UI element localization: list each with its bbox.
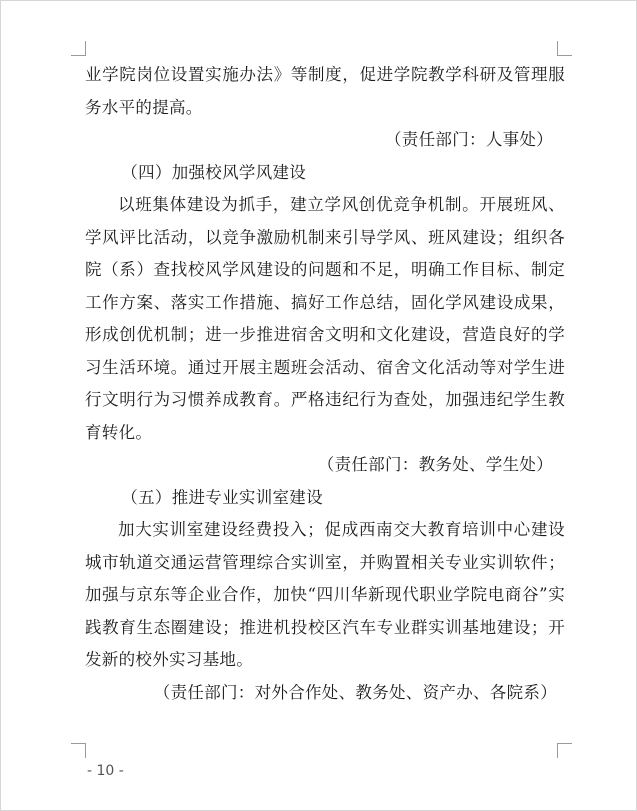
crop-mark-bottom-left (71, 743, 86, 758)
responsibility-hr: （责任部门：人事处） (385, 130, 553, 149)
crop-mark-top-right (557, 41, 572, 56)
section-heading-5: （五）推进专业实训室建设 (121, 487, 323, 507)
section-body-4: 以班集体建设为抓手，建立学风创优竞争机制。开展班风、学风评比活动，以竞争激励机制来引导学风、班风建设；组织各院（系）查找校风学风建设的问题和不足，明确工作目标、制定工作方案、落实工作措施、搞好工作总结，固化学风建设成果，形成创优机制；进一步推进宿舍文明和文化建设，营造良好的学习生活环境。通过开展主题班会活动、宿舍文化活动等对学生进行文明行为习惯养成教育。严格违纪行为查处，加强违纪学生教育转化。 (85, 195, 565, 442)
crop-mark-top-left (71, 41, 86, 56)
document-body (85, 59, 565, 709)
responsibility-section-5: （责任部门：对外合作处、教务处、资产办、各院系） (153, 682, 557, 702)
section-body-5: 加大实训室建设经费投入；促成西南交大教育培训中心建设城市轨道交通运营管理综合实训室，并购置相关专业实训软件；加强与京东等企业合作，加快“四川华新现代职业学院电商谷”实践教育生态圈建设；推进机投校区汽车专业群实训基地建设；开发新的校外实习基地。 (85, 520, 565, 669)
crop-mark-bottom-right (557, 743, 572, 758)
continuation-paragraph: 业学院岗位设置实施办法》等制度，促进学院教学科研及管理服务水平的提高。 (85, 65, 565, 117)
responsibility-section-4: （责任部门：教务处、学生处） (317, 455, 553, 474)
page-number: - 10 - (87, 763, 124, 779)
section-heading-4: （四）加强校风学风建设 (121, 162, 307, 182)
